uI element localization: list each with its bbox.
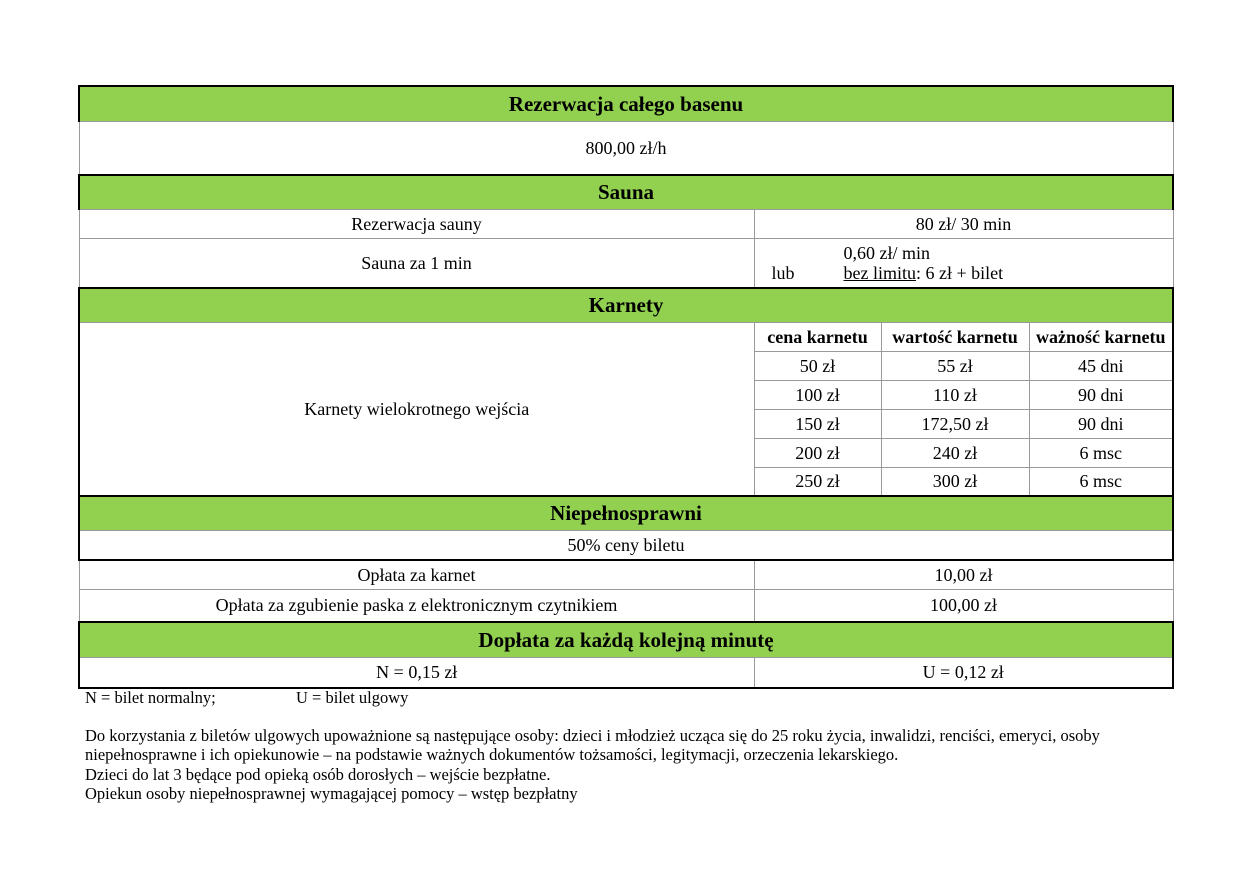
extra-reduced: U = 0,12 zł bbox=[754, 657, 1173, 688]
pass-validity: 90 dni bbox=[1029, 409, 1173, 438]
pass-value: 55 zł bbox=[881, 351, 1029, 380]
legend bbox=[85, 688, 1195, 708]
sauna-nolimit-price: : 6 zł + bilet bbox=[915, 262, 1004, 283]
note-line: Do korzystania z biletów ulgowych upoważnione są następujące osoby: dzieci i młodzież ucząca się do 25 roku życia, inwalidzi, renciści, emeryci, osoby bbox=[85, 725, 1100, 745]
fee-value: 10,00 zł bbox=[754, 560, 1173, 589]
fee-row bbox=[79, 589, 1173, 622]
passes-columns-row bbox=[79, 322, 1173, 351]
fee-row bbox=[79, 560, 1173, 589]
note-line: Dzieci do lat 3 będące pod opieką osób dorosłych – wejście bezpłatne. bbox=[85, 764, 551, 784]
disabled-header-row bbox=[79, 496, 1173, 530]
sauna-minute-line1: 0,60 zł/ min bbox=[843, 242, 930, 263]
disabled-title: Niepełnosprawni bbox=[79, 496, 1173, 530]
legend-reduced: U = bilet ulgowy bbox=[296, 688, 409, 707]
sauna-row bbox=[79, 238, 1173, 288]
spacer bbox=[85, 708, 1195, 726]
sauna-row bbox=[79, 209, 1173, 238]
pass-validity: 45 dni bbox=[1029, 351, 1173, 380]
fee-label: Opłata za karnet bbox=[79, 560, 754, 589]
pass-price: 250 zł bbox=[754, 467, 881, 496]
pass-validity: 6 msc bbox=[1029, 467, 1173, 496]
pass-validity: 90 dni bbox=[1029, 380, 1173, 409]
sauna-row-value bbox=[754, 238, 1173, 288]
note-line: niepełnosprawne i ich opiekunowie – na podstawie ważnych dokumentów tożsamości, legitymacji, orzeczenia lekarskiego. bbox=[85, 745, 899, 764]
passes-title: Karnety bbox=[79, 288, 1173, 322]
column-header: cena karnetu bbox=[754, 322, 881, 351]
extra-header-row bbox=[79, 622, 1173, 657]
pass-value: 300 zł bbox=[881, 467, 1029, 496]
notes bbox=[85, 688, 1195, 804]
disabled-value: 50% ceny biletu bbox=[79, 530, 1173, 560]
pass-value: 172,50 zł bbox=[881, 409, 1029, 438]
legend-normal: N = bilet normalny; bbox=[85, 688, 216, 707]
note-line: Opiekun osoby niepełnosprawnej wymagającej pomocy – wstęp bezpłatny bbox=[85, 784, 578, 803]
pass-value: 110 zł bbox=[881, 380, 1029, 409]
extra-normal: N = 0,15 zł bbox=[79, 657, 754, 688]
passes-label: Karnety wielokrotnego wejścia bbox=[79, 322, 754, 496]
column-header: wartość karnetu bbox=[881, 322, 1029, 351]
reservation-title: Rezerwacja całego basenu bbox=[79, 86, 1173, 121]
sauna-row-label: Rezerwacja sauny bbox=[79, 209, 754, 238]
pass-price: 50 zł bbox=[754, 351, 881, 380]
pass-validity: 6 msc bbox=[1029, 438, 1173, 467]
sauna-row-label: Sauna za 1 min bbox=[79, 238, 754, 288]
pass-price: 100 zł bbox=[754, 380, 881, 409]
pass-price: 150 zł bbox=[754, 409, 881, 438]
reservation-header-row bbox=[79, 86, 1173, 121]
passes-header-row bbox=[79, 288, 1173, 322]
reservation-price: 800,00 zł/h bbox=[79, 121, 1173, 175]
fee-value: 100,00 zł bbox=[754, 589, 1173, 622]
sauna-minute-price bbox=[771, 242, 1084, 283]
reservation-price-row bbox=[79, 121, 1173, 175]
sauna-header-row bbox=[79, 175, 1173, 209]
sauna-or-text: lub bbox=[771, 262, 795, 283]
sauna-title: Sauna bbox=[79, 175, 1173, 209]
fee-label: Opłata za zgubienie paska z elektronicznym czytnikiem bbox=[79, 589, 754, 622]
extra-title: Dopłata za każdą kolejną minutę bbox=[79, 622, 1173, 657]
pass-value: 240 zł bbox=[881, 438, 1029, 467]
disabled-value-row bbox=[79, 530, 1173, 560]
extra-values-row bbox=[79, 657, 1173, 688]
sauna-nolimit-text: bez limitu bbox=[843, 262, 916, 283]
column-header: ważność karnetu bbox=[1029, 322, 1173, 351]
pass-price: 200 zł bbox=[754, 438, 881, 467]
sauna-row-value: 80 zł/ 30 min bbox=[754, 209, 1173, 238]
price-table-container bbox=[78, 85, 1172, 689]
price-table bbox=[78, 85, 1174, 689]
